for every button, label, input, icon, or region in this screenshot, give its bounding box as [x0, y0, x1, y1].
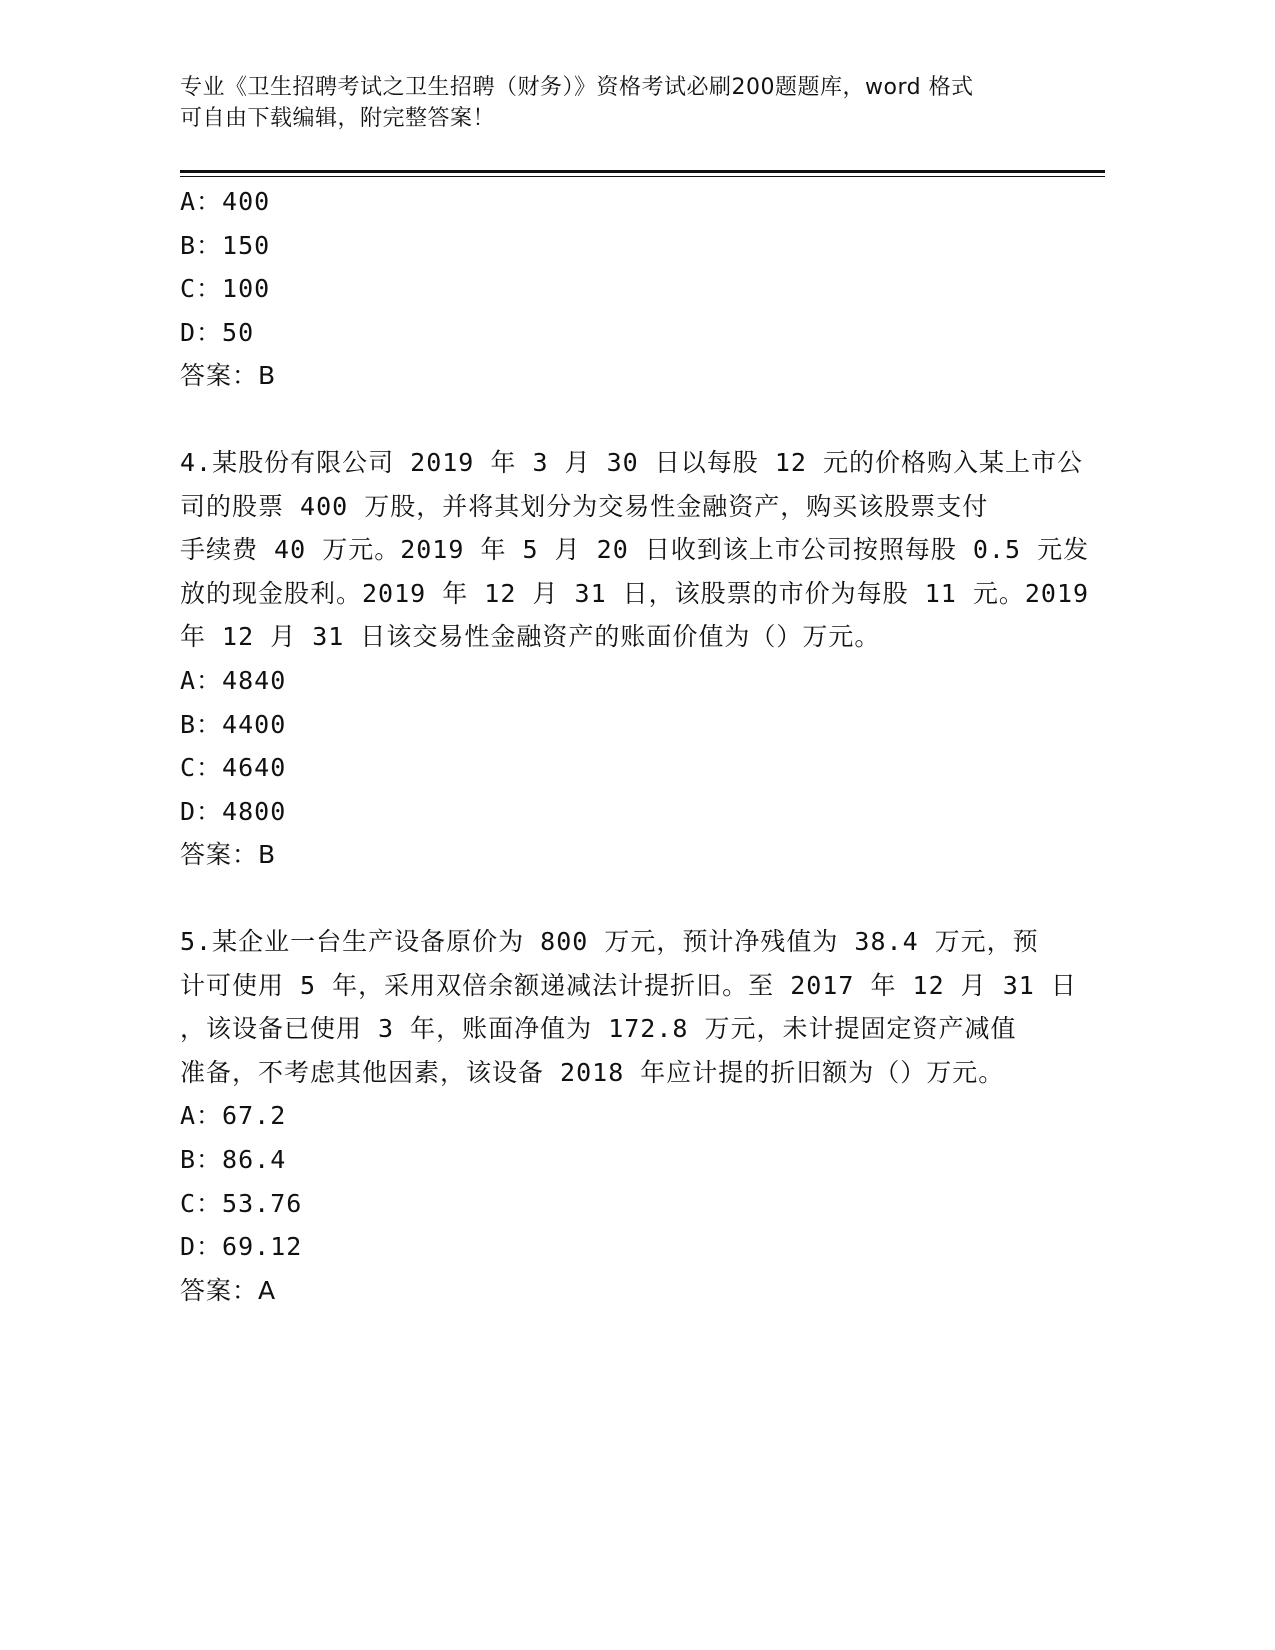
question-text-line: 司的股票 400 万股，并将其划分为交易性金融资产，购买该股票支付 — [180, 491, 989, 521]
header-line: 可自由下载编辑，附完整答案！ — [180, 106, 496, 131]
answer: 答案：B — [180, 361, 277, 391]
option-d: D：50 — [180, 317, 255, 347]
question-text-line: 准备，不考虑其他因素，该设备 2018 年应计提的折旧额为（）万元。 — [180, 1057, 1005, 1087]
question-3-block — [180, 180, 1080, 398]
question-text-line: ，该设备已使用 3 年，账面净值为 172.8 万元，未计提固定资产减值 — [180, 1014, 1017, 1044]
option-c: C：53.76 — [180, 1188, 303, 1218]
option-d: D：69.12 — [180, 1232, 303, 1262]
question-text-line: 计可使用 5 年，采用双倍余额递减法计提折旧。至 2017 年 12 月 31 日 — [180, 970, 1077, 1000]
question-text-line: 4.某股份有限公司 2019 年 3 月 30 日以每股 12 元的价格购入某上市公 — [180, 448, 1083, 477]
header-divider-thick — [180, 170, 1105, 173]
question-5-block — [180, 920, 1080, 1312]
option-c: C：4640 — [180, 753, 287, 783]
answer: 答案：A — [180, 1275, 277, 1305]
question-4-block — [180, 441, 1090, 877]
option-a: A：67.2 — [180, 1101, 287, 1131]
header-line: 专业《卫生招聘考试之卫生招聘（财务）》资格考试必刷200题题库，word 格式 — [180, 75, 974, 100]
option-b: B：4400 — [180, 709, 287, 739]
option-b: B：86.4 — [180, 1144, 287, 1174]
option-a: A：4840 — [180, 665, 287, 695]
option-b: B：150 — [180, 230, 271, 260]
question-text-line: 放的现金股利。2019 年 12 月 31 日，该股票的市价为每股 11 元。2019 — [180, 578, 1090, 608]
question-text-line: 手续费 40 万元。2019 年 5 月 20 日收到该上市公司按照每股 0.5 元发 — [180, 535, 1090, 565]
document-header — [180, 72, 1120, 134]
option-d: D：4800 — [180, 796, 287, 826]
option-c: C：100 — [180, 274, 271, 304]
question-text-line: 5.某企业一台生产设备原价为 800 万元，预计净残值为 38.4 万元，预 — [180, 927, 1039, 956]
option-a: A：400 — [180, 187, 271, 216]
answer: 答案：B — [180, 840, 277, 870]
header-divider-thin — [180, 176, 1105, 177]
question-text-line: 年 12 月 31 日该交易性金融资产的账面价值为（）万元。 — [180, 622, 881, 652]
